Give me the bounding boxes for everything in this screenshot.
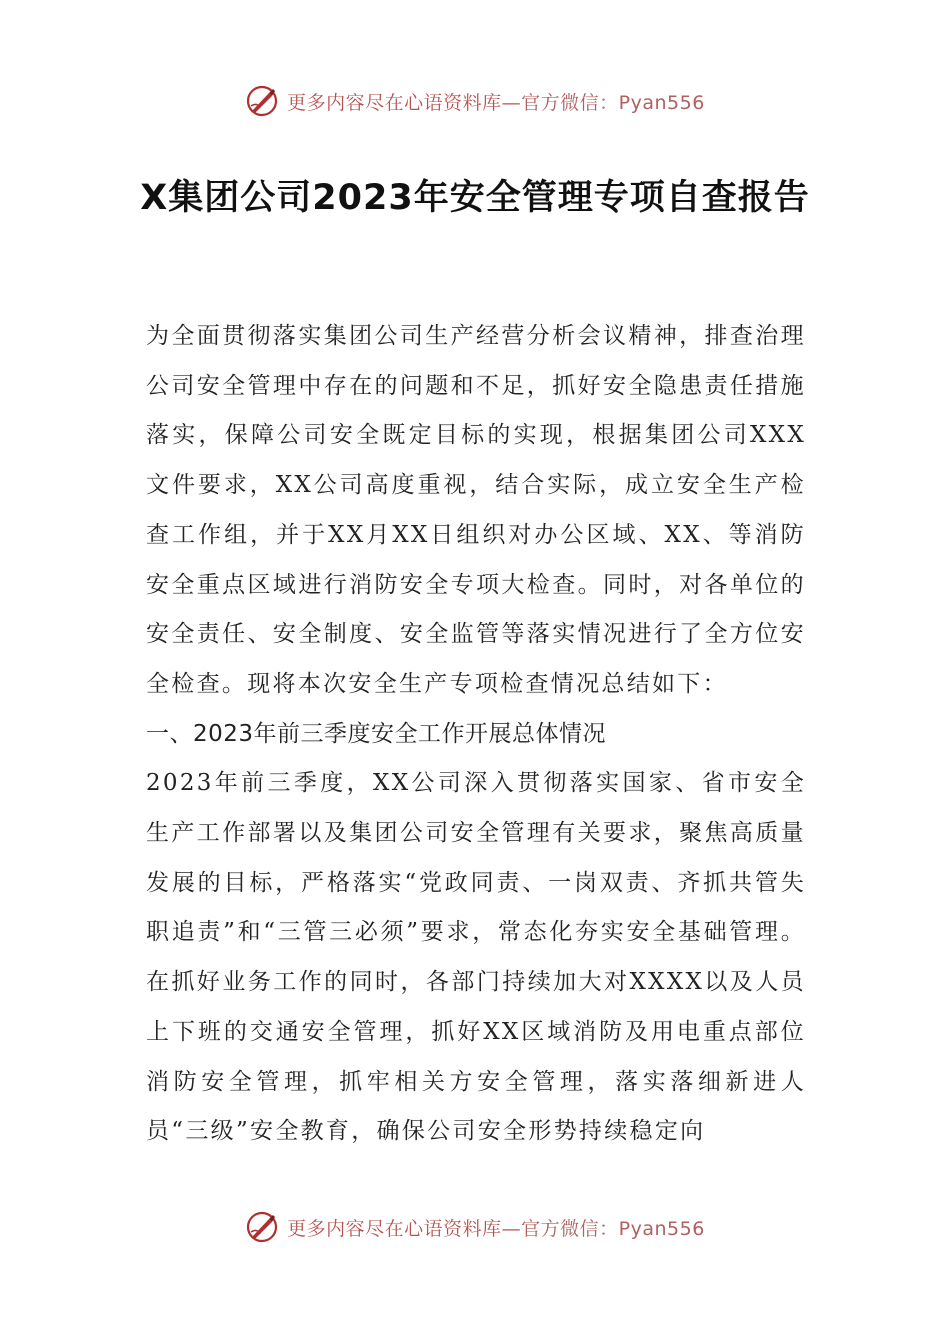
pen-logo-icon xyxy=(245,1210,279,1244)
header-banner xyxy=(0,84,950,118)
banner-text xyxy=(287,1214,705,1241)
intro-paragraph: 为全面贯彻落实集团公司生产经营分析会议精神，排查治理公司安全管理中存在的问题和不足，抓好安全隐患责任措施落实，保障公司安全既定目标的实现，根据集团公司XXX文件要求，XX公司高度重视，结合实际，成立安全生产检查工作组，并于XX月XX日组织对办公区域、XX、等消防安全重点区域进行消防安全专项大检查。同时，对各单位的安全责任、安全制度、安全监管等落实情况进行了全方位安全检查。现将本次安全生产专项检查情况总结如下： xyxy=(146,323,806,697)
pen-logo-icon xyxy=(245,84,279,118)
footer-banner xyxy=(0,1210,950,1244)
banner-site-name: 更多内容尽在心语资料库 xyxy=(287,1217,502,1240)
document-body xyxy=(146,312,806,1157)
banner-contact: 官方微信：Pyan556 xyxy=(521,91,705,114)
section-1-paragraph: 2023年前三季度，XX公司深入贯彻落实国家、省市安全生产工作部署以及集团公司安全管理有关要求，聚焦高质量发展的目标，严格落实“党政同责、一岗双责、齐抓共管失职追责”和“三管三必须”要求，常态化夯实安全基础管理。在抓好业务工作的同时，各部门持续加大对XXXX以及人员上下班的交通安全管理，抓好XX区域消防及用电重点部位消防安全管理，抓牢相关方安全管理，落实落细新进人员“三级”安全教育，确保公司安全形势持续稳定向 xyxy=(146,770,806,1145)
banner-dash: — xyxy=(501,1217,522,1240)
banner-site-name: 更多内容尽在心语资料库 xyxy=(287,91,502,114)
section-1-heading: 一、2023年前三季度安全工作开展总体情况 xyxy=(146,720,607,747)
document-title: X集团公司2023年安全管理专项自查报告 xyxy=(140,178,810,218)
banner-contact: 官方微信：Pyan556 xyxy=(521,1217,705,1240)
banner-text xyxy=(287,88,705,115)
banner-dash: — xyxy=(501,91,522,114)
